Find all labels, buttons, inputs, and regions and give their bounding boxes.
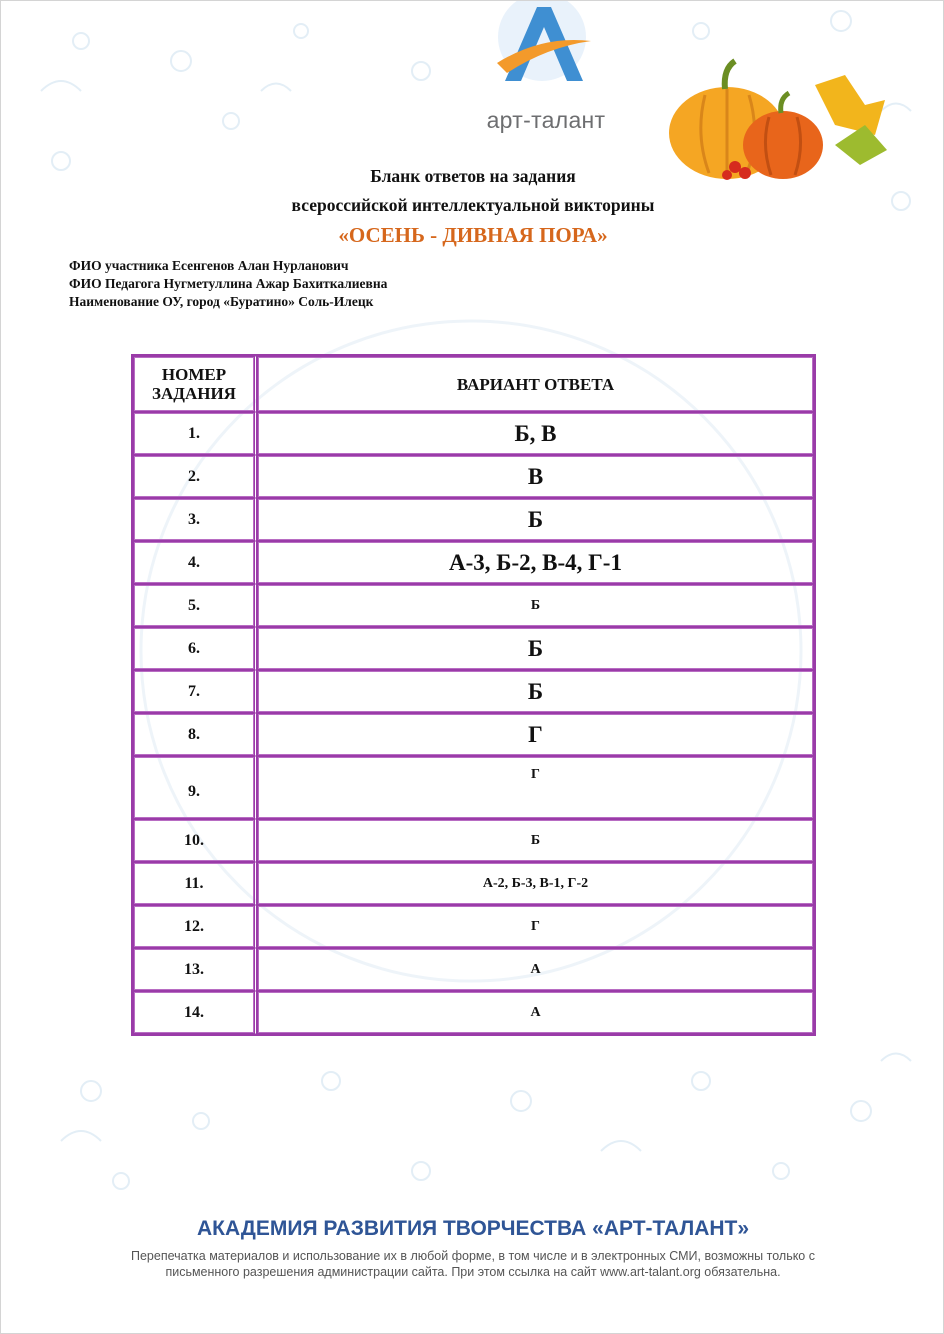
answer-value: Г (257, 905, 814, 948)
teacher-name: ФИО Педагога Нугметуллина Ажар Бахиткалиевна (69, 276, 388, 291)
table-row (133, 584, 814, 627)
answer-value: Б (257, 670, 814, 713)
task-number: 4. (133, 541, 257, 584)
answer-value: Б (257, 498, 814, 541)
answer-value: А-2, Б-3, В-1, Г-2 (257, 862, 814, 905)
table-row (133, 991, 814, 1034)
answer-value: В (257, 455, 814, 498)
task-number: 5. (133, 584, 257, 627)
footer-note-line2: письменного разрешения администрации сайта. При этом ссылка на сайт www.art-talant.org обязательна. (165, 1265, 781, 1279)
table-row (133, 541, 814, 584)
table-row (133, 862, 814, 905)
school-name: Наименование ОУ, город «Буратино» Соль-Илецк (69, 294, 374, 309)
task-number: 9. (133, 756, 257, 819)
answer-value: А (257, 991, 814, 1034)
task-number: 8. (133, 713, 257, 756)
table-row (133, 498, 814, 541)
answer-value: Б (257, 819, 814, 862)
task-number: 1. (133, 412, 257, 455)
answer-value: А (257, 948, 814, 991)
table-row (133, 948, 814, 991)
task-number: 6. (133, 627, 257, 670)
task-number: 2. (133, 455, 257, 498)
answer-value: Б (257, 627, 814, 670)
table-row (133, 905, 814, 948)
answer-value: А-3, Б-2, В-4, Г-1 (257, 541, 814, 584)
answers-table (131, 354, 816, 1036)
table-row (133, 670, 814, 713)
participant-name: ФИО участника Есенгенов Алан Нурланович (69, 258, 349, 273)
table-row (133, 412, 814, 455)
table-row (133, 455, 814, 498)
task-number: 11. (133, 862, 257, 905)
table-row (133, 713, 814, 756)
column-header-number-line2: ЗАДАНИЯ (152, 384, 236, 403)
art-talant-logo (487, 1, 597, 91)
answer-value: Б, В (257, 412, 814, 455)
answer-value: Г (257, 756, 814, 819)
brand-name: арт-талант (486, 107, 606, 133)
answer-value: Б (257, 584, 814, 627)
answer-value: Г (257, 713, 814, 756)
footer-note-line1: Перепечатка материалов и использование их в любой форме, в том числе и в электронных СМИ, возможны только с (130, 1249, 815, 1263)
sheet-heading: Бланк ответов на задания (370, 166, 576, 186)
task-number: 3. (133, 498, 257, 541)
table-row (133, 627, 814, 670)
column-header-number-line1: НОМЕР (161, 365, 227, 384)
task-number: 12. (133, 905, 257, 948)
table-header-row (133, 356, 814, 412)
table-row (133, 819, 814, 862)
table-row (133, 756, 814, 819)
footer-copyright-note (101, 1248, 845, 1280)
task-number: 14. (133, 991, 257, 1034)
column-header-number (133, 356, 257, 412)
task-number: 10. (133, 819, 257, 862)
footer-title: АКАДЕМИЯ РАЗВИТИЯ ТВОРЧЕСТВА «АРТ-ТАЛАНТ» (196, 1217, 750, 1240)
sheet-subheading: всероссийской интеллектуальной викторины (291, 195, 655, 215)
task-number: 7. (133, 670, 257, 713)
task-number: 13. (133, 948, 257, 991)
quiz-title: «ОСЕНЬ - ДИВНАЯ ПОРА» (338, 223, 608, 247)
column-header-answer: ВАРИАНТ ОТВЕТА (257, 356, 814, 412)
